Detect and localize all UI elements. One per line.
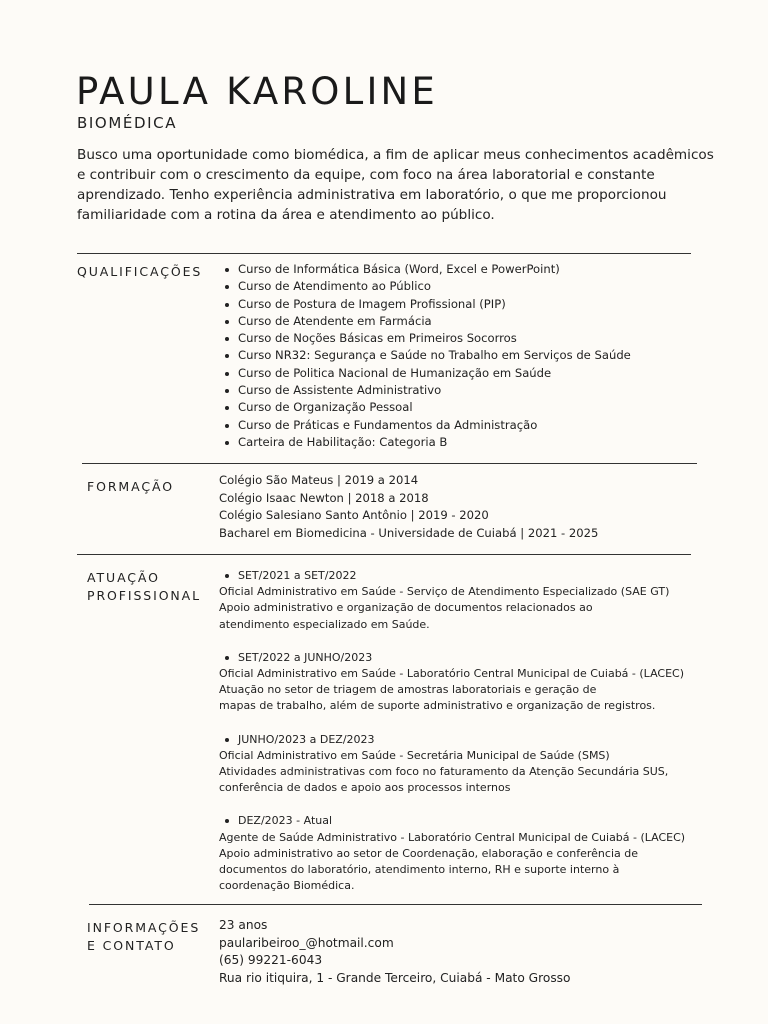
list-item: Curso de Postura de Imagem Profissional (PIP) — [219, 296, 631, 313]
atuacao-list — [219, 568, 685, 894]
job-line: Atuação no setor de triagem de amostras laboratoriais e geração de — [219, 683, 597, 697]
section-label-line: INFORMAÇÕES — [87, 920, 201, 935]
list-item: Curso de Atendente em Farmácia — [219, 313, 631, 330]
job-line: Atividades administrativas com foco no faturamento da Atenção Secundária SUS, — [219, 765, 669, 779]
job-entry — [219, 813, 685, 894]
list-item: Colégio São Mateus | 2019 a 2014 — [219, 473, 419, 487]
list-item: Curso de Práticas e Fundamentos da Administração — [219, 417, 631, 434]
job-line: Oficial Administrativo em Saúde - Laboratório Central Municipal de Cuiabá - (LACEC) — [219, 667, 684, 681]
job-line: documentos do laboratório, atendimento interno, RH e suporte interno à — [219, 863, 620, 877]
job-entry — [219, 732, 685, 797]
divider — [77, 554, 691, 555]
section-label-line: PROFISSIONAL — [87, 588, 201, 603]
divider — [82, 463, 697, 464]
contact-phone: (65) 99221-6043 — [219, 953, 323, 968]
section-label-atuacao — [87, 569, 201, 605]
contact-email: paularibeiroo_@hotmail.com — [219, 935, 394, 950]
job-period: SET/2021 a SET/2022 — [219, 568, 685, 584]
contact-address: Rua rio itiquira, 1 - Grande Terceiro, Cuiabá - Mato Grosso — [219, 970, 571, 985]
candidate-name: PAULA KAROLINE — [76, 70, 439, 113]
section-label-contato — [87, 919, 200, 955]
list-item: Curso de Assistente Administrativo — [219, 382, 631, 399]
list-item: Curso NR32: Segurança e Saúde no Trabalho em Serviços de Saúde — [219, 347, 631, 364]
job-period: DEZ/2023 - Atual — [219, 813, 685, 829]
section-label-line: ATUAÇÃO — [87, 570, 160, 585]
job-line: Oficial Administrativo em Saúde - Secretária Municipal de Saúde (SMS) — [219, 748, 610, 762]
qualificacoes-list — [219, 261, 631, 451]
list-item: Curso de Informática Básica (Word, Excel e PowerPoint) — [219, 261, 631, 278]
divider — [77, 253, 691, 254]
list-item: Colégio Salesiano Santo Antônio | 2019 - 2020 — [219, 508, 489, 523]
list-item: Colégio Isaac Newton | 2018 a 2018 — [219, 490, 429, 505]
candidate-role: BIOMÉDICA — [77, 114, 178, 132]
job-line: mapas de trabalho, além de suporte administrativo e organização de registros. — [219, 699, 656, 713]
section-label-formacao: FORMAÇÃO — [87, 479, 174, 494]
job-line: atendimento especializado em Saúde. — [219, 617, 430, 631]
list-item: Curso de Politica Nacional de Humanização em Saúde — [219, 365, 631, 382]
contact-age: 23 anos — [219, 918, 268, 932]
profile-summary: Busco uma oportunidade como biomédica, a fim de aplicar meus conhecimentos acadêmicos e contribuir com o crescimento da equipe, com foco na área laboratorial e constante aprendizado. Tenho experiência administrativa em laboratório, o que me proporcionou familiaridade com a rotina da área e atendimento ao público. — [77, 147, 714, 223]
job-entry — [219, 650, 685, 715]
job-line: Oficial Administrativo em Saúde - Serviço de Atendimento Especializado (SAE GT) — [219, 585, 670, 599]
list-item: Curso de Atendimento ao Público — [219, 278, 631, 295]
section-label-line: E CONTATO — [87, 938, 176, 953]
divider — [89, 904, 702, 905]
list-item: Curso de Organização Pessoal — [219, 399, 631, 416]
job-entry — [219, 568, 685, 633]
list-item: Bacharel em Biomedicina - Universidade de Cuiabá | 2021 - 2025 — [219, 525, 599, 540]
job-line: Agente de Saúde Administrativo - Laboratório Central Municipal de Cuiabá - (LACEC) — [219, 830, 686, 844]
job-line: coordenação Biomédica. — [219, 879, 355, 893]
list-item: Curso de Noções Básicas em Primeiros Socorros — [219, 330, 631, 347]
list-item: Carteira de Habilitação: Categoria B — [219, 434, 631, 451]
formacao-list — [219, 472, 598, 542]
job-line: conferência de dados e apoio aos processos internos — [219, 781, 511, 795]
job-line: Apoio administrativo e organização de documentos relacionados ao — [219, 601, 593, 615]
job-line: Apoio administrativo ao setor de Coordenação, elaboração e conferência de — [219, 846, 638, 860]
job-period: JUNHO/2023 a DEZ/2023 — [219, 732, 685, 748]
contato-list — [219, 917, 570, 987]
section-label-qualificacoes: QUALIFICAÇÕES — [77, 264, 203, 279]
job-period: SET/2022 a JUNHO/2023 — [219, 650, 685, 666]
